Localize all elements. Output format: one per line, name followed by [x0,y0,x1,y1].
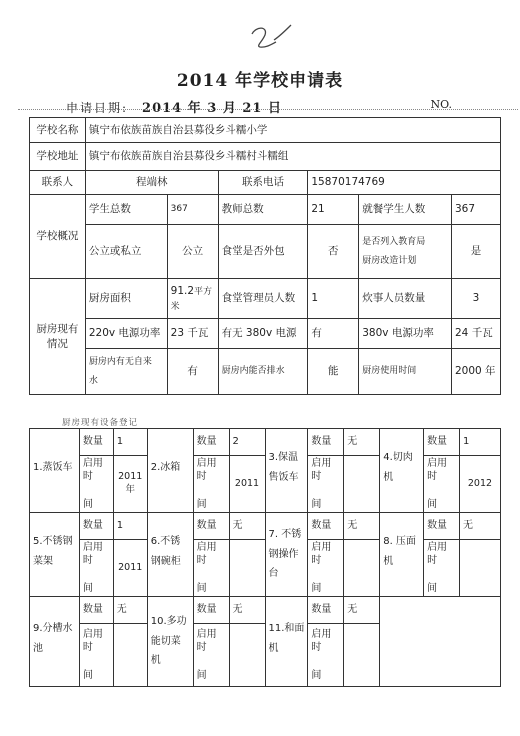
drainage-value: 能 [308,349,359,395]
header-divider [18,109,518,110]
equipment-name [380,429,424,513]
quantity-label: 数量 [193,597,229,624]
start-date-value [113,624,147,687]
quantity-label: 数量 [424,513,460,540]
start-date-label-line-1: 启用时 [196,628,217,654]
quantity-value: 无 [113,597,147,624]
equipment-name [30,429,80,513]
quantity-label: 数量 [79,597,113,624]
tap-water-label-line-2: 水 [88,375,98,386]
equipment-name [147,513,193,597]
page-title: 2014 年学校申请表 [176,71,344,91]
school-name-value: 镇宁布依族苗族自治县募役乡斗糯小学 [85,118,500,143]
drainage-label: 厨房内能否排水 [218,349,308,395]
equipment-table [29,428,501,687]
start-date-label [79,456,113,513]
start-date-value [459,540,500,597]
kitchen-years-value: 2000 年 [452,349,501,395]
power220-value: 23 千瓦 [167,319,218,349]
has380-value: 有 [308,319,359,349]
quantity-label: 数量 [79,513,113,540]
start-date-value: 2011 年 [113,456,147,513]
quantity-value: 2 [229,429,265,456]
equipment-name [30,597,80,687]
quantity-label: 数量 [79,429,113,456]
start-date-label-line-2: 间 [196,669,207,681]
start-date-label [79,540,113,597]
start-date-label-line-1: 启用时 [196,457,217,483]
equipment-name-line: 11.和面 [268,623,305,634]
cooks-label: 炊事人员数量 [359,279,452,319]
start-date-value [344,456,380,513]
overview-section-label: 学校概况 [30,195,86,279]
power220-label: 220v 电源功率 [85,319,167,349]
start-date-label-line-2: 间 [82,582,93,594]
kitchen-area-value [167,279,218,319]
equipment-name-line: 10.多功 [150,616,187,628]
start-date-label [193,624,229,687]
empty-cell [380,597,501,687]
start-date-label-line-1: 启用时 [311,457,332,483]
start-date-value: 2011 [113,540,147,597]
equipment-name-line: 钢操作 [268,548,299,560]
start-date-label [424,540,460,597]
start-date-label [308,456,344,513]
start-date-label-line-1: 启用时 [311,628,332,654]
quantity-label: 数量 [308,597,344,624]
start-date-label-line-2: 间 [196,498,207,510]
managers-value: 1 [308,279,359,319]
school-address-label: 学校地址 [30,143,86,171]
renovation-plan-value: 是 [452,225,501,279]
start-date-value [229,624,265,687]
kitchen-area-number: 91.2 [170,285,195,298]
teachers-value: 21 [308,195,359,225]
school-info-table [29,117,501,395]
diners-label: 就餐学生人数 [359,195,452,225]
start-date-label-line-1: 启用时 [82,628,103,654]
equipment-name [265,513,308,597]
start-date-value [229,540,265,597]
quantity-label: 数量 [193,513,229,540]
kitchen-area-unit-2: 米 [170,301,180,312]
quantity-value: 无 [344,429,380,456]
equipment-name-line: 能切菜 [150,635,181,647]
start-date-label [424,456,460,513]
equipment-name-line: 售饭车 [268,471,299,483]
equipment-name [147,429,193,513]
kitchen-years-label: 厨房使用时间 [359,349,452,395]
quantity-value: 1 [113,513,147,540]
has380-label: 有无 380v 电源 [218,319,308,349]
quantity-label: 数量 [308,429,344,456]
equipment-name-line: 4.切肉 [383,452,413,463]
application-date [66,97,282,116]
start-date-value: 2012 [459,456,500,513]
equipment-name-line: 8. 压面 [383,536,416,547]
equipment-name-line: 2.冰箱 [150,461,181,473]
quantity-value: 1 [459,429,500,456]
equipment-name-line: 机 [383,471,394,483]
start-date-value: 2011 [229,456,265,513]
kitchen-area-unit-1: 平方 [194,287,213,298]
outsourced-label: 食堂是否外包 [218,225,308,279]
start-date-label [79,624,113,687]
date-value: 2014 年 3 月 21 日 [142,101,282,116]
start-date-label-line-1: 启用时 [427,457,448,483]
start-date-label-line-1: 启用时 [311,541,332,567]
equipment-name-line: 机 [150,655,161,667]
start-date-label-line-1: 启用时 [82,541,103,567]
equipment-name-line: 9.分槽水 [33,623,73,634]
date-label: 申请日期: [66,101,129,115]
number-label: NO. [430,98,452,111]
power380-value: 24 千瓦 [452,319,501,349]
equipment-name-line: 台 [268,568,279,580]
equipment-name-line: 5.不锈钢 [33,536,73,547]
quantity-value: 无 [459,513,500,540]
start-date-label-line-1: 启用时 [196,541,217,567]
start-date-label-line-2: 间 [427,498,438,510]
quantity-label: 数量 [193,429,229,456]
equipment-name-line: 钢碗柜 [150,555,181,567]
start-date-label-line-2: 间 [196,582,207,594]
managers-label: 食堂管理员人数 [218,279,308,319]
students-label: 学生总数 [85,195,167,225]
equipment-name-line: 3.保温 [268,452,299,463]
equipment-name [265,597,308,687]
quantity-label: 数量 [308,513,344,540]
start-date-label-line-2: 间 [311,582,322,594]
tap-water-label [85,349,167,395]
school-address-value: 镇宁布依族苗族自治县募役乡斗糯村斗糯组 [85,143,500,171]
start-date-label-line-2: 间 [311,498,322,510]
school-type-label: 公立或私立 [85,225,167,279]
start-date-value [344,540,380,597]
students-value: 367 [167,195,218,225]
start-date-label-line-2: 间 [82,669,93,681]
equipment-name-line: 7. 不锈 [268,529,302,541]
equipment-name-line: 1.蒸饭车 [33,461,73,473]
quantity-value: 无 [344,597,380,624]
contact-value: 程端林 [85,171,218,195]
start-date-label-line-1: 启用时 [427,541,448,567]
phone-label: 联系电话 [218,171,308,195]
renovation-plan-label-line-1: 是否列入教育局 [362,237,426,248]
equipment-name-line: 6.不锈 [150,536,181,547]
equipment-name [30,513,80,597]
tap-water-label-line-1: 厨房内有无自来 [88,357,152,368]
equipment-caption: 厨房现有设备登记 [62,418,139,428]
start-date-label [308,624,344,687]
equipment-name [380,513,424,597]
teachers-label: 教师总数 [218,195,308,225]
kitchen-area-label: 厨房面积 [85,279,167,319]
phone-value: 15870174769 [308,171,501,195]
start-date-label [193,456,229,513]
renovation-plan-label [359,225,452,279]
outsourced-value: 否 [308,225,359,279]
equipment-name [265,429,308,513]
start-date-value [344,624,380,687]
equipment-name-line: 机 [383,555,394,567]
start-date-label-line-1: 启用时 [82,457,103,483]
equipment-name [147,597,193,687]
school-type-value: 公立 [167,225,218,279]
diners-value: 367 [452,195,501,225]
handwritten-mark-icon [248,22,294,52]
quantity-value: 1 [113,429,147,456]
quantity-value: 无 [344,513,380,540]
renovation-plan-label-line-2: 厨房改造计划 [362,255,417,266]
tap-water-value: 有 [167,349,218,395]
start-date-label [308,540,344,597]
cooks-value: 3 [452,279,501,319]
equipment-name-line: 池 [33,642,43,654]
power380-label: 380v 电源功率 [359,319,452,349]
start-date-label [193,540,229,597]
start-date-label-line-2: 间 [427,582,438,594]
start-date-label-line-2: 间 [82,498,93,510]
quantity-value: 无 [229,513,265,540]
contact-label: 联系人 [30,171,86,195]
start-date-label-line-2: 间 [311,669,322,681]
equipment-name-line: 菜架 [33,555,53,567]
quantity-label: 数量 [424,429,460,456]
kitchen-section-label: 厨房现有情况 [30,279,86,395]
school-name-label: 学校名称 [30,118,86,143]
quantity-value: 无 [229,597,265,624]
equipment-name-line: 机 [268,642,279,654]
